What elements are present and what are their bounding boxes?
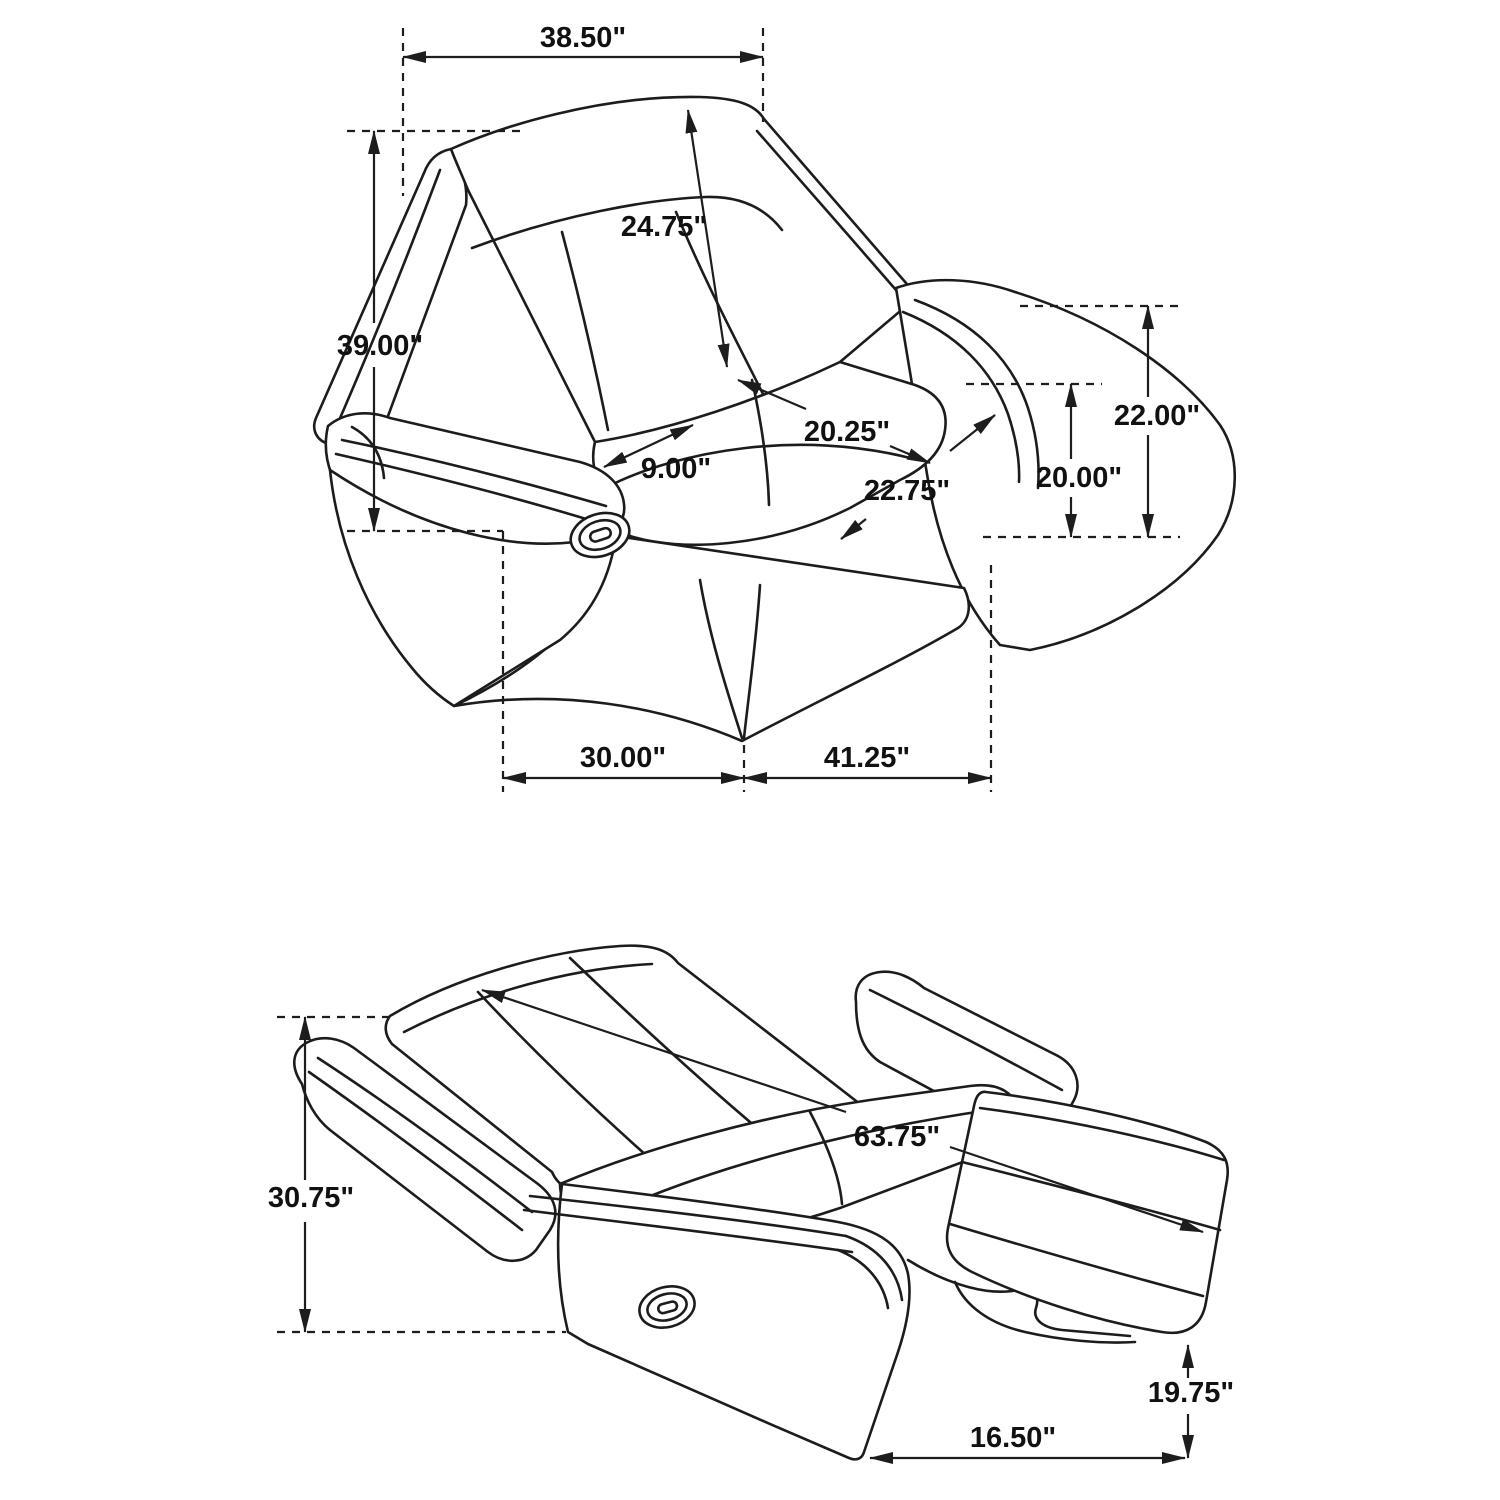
dim-label-reclined-back-height: 30.75" xyxy=(267,1182,355,1214)
dim-label-footrest-floor-height: 19.75" xyxy=(1147,1377,1235,1409)
dim-label-top-width: 38.50" xyxy=(539,22,627,54)
dim-label-reclined-overall-length: 63.75" xyxy=(853,1121,941,1153)
dim-label-overall-height: 39.00" xyxy=(336,330,424,362)
dim-label-back-diagonal: 24.75" xyxy=(620,211,708,243)
dim-label-seat-front-width: 9.00" xyxy=(640,453,712,485)
dim-label-base-front-width: 30.00" xyxy=(579,742,667,774)
dim-label-base-to-footrest: 16.50" xyxy=(969,1422,1057,1454)
dim-label-seat-depth: 20.25" xyxy=(803,416,891,448)
dim-label-seat-height: 20.00" xyxy=(1035,462,1123,494)
dim-label-arm-diagonal: 22.75" xyxy=(863,475,951,507)
dim-label-arm-height: 22.00" xyxy=(1113,400,1201,432)
dim-label-overall-depth: 41.25" xyxy=(823,742,911,774)
